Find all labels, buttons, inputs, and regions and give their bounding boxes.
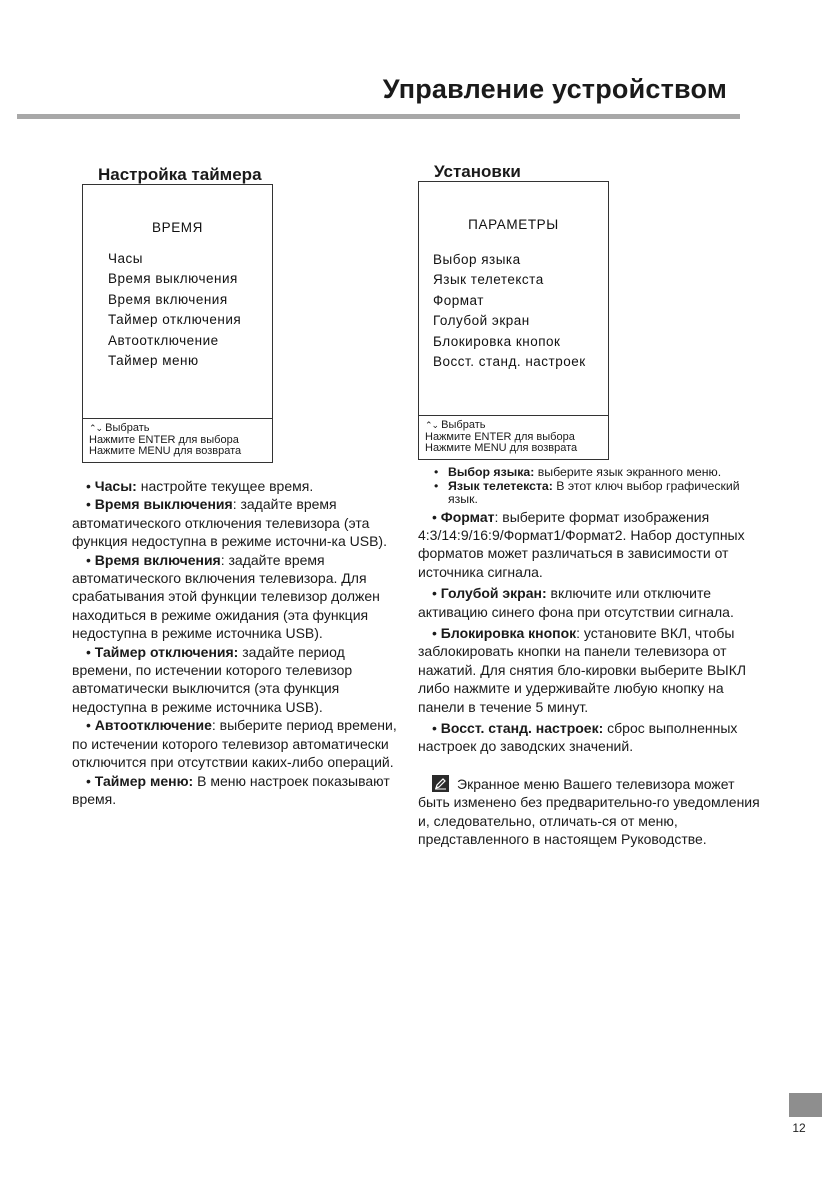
desc: настройте текущее время. <box>136 478 314 494</box>
desc: : задайте время автоматического включения телевизора. Для срабатывания этой функции телевизор должен находиться в режиме ожидания (эта функция недоступна в режиме источника USB). <box>72 551 380 642</box>
desc-item <box>72 551 398 643</box>
menu-item-format[interactable]: Формат <box>433 292 484 308</box>
menu-item-menu-timer[interactable]: Таймер меню <box>108 353 199 369</box>
term: Время выключения <box>94 496 233 513</box>
desc: : установите ВКЛ, чтобы заблокировать кнопки на панели телевизора от нажатий. Для снятия бло-кировки выберите ВЫКЛ либо нажмите и удерживайте любую кнопку на панели в течение 5 минут. <box>418 624 747 715</box>
term: Время включения <box>94 551 221 568</box>
select-hint: Выбрать <box>441 419 486 431</box>
menu-item-reset[interactable]: Восст. станд. настроек <box>433 354 586 370</box>
term: Блокировка кнопок <box>440 624 577 641</box>
section-heading-settings: Установки <box>434 162 521 181</box>
term: Таймер меню: <box>94 772 194 789</box>
desc: В этот ключ выбор графический <box>552 478 740 493</box>
desc-item <box>72 495 398 550</box>
menu-item-teletext-language[interactable]: Язык телетекста <box>433 272 544 288</box>
page-tab <box>789 1093 822 1117</box>
desc-item-small <box>418 480 763 494</box>
desc: В меню настроек показывают время. <box>72 772 390 807</box>
menu-list <box>433 250 586 372</box>
menu-item-sleep-timer[interactable]: Таймер отключения <box>108 312 242 328</box>
desc-item <box>418 508 763 582</box>
menu-item-key-lock[interactable]: Блокировка кнопок <box>433 333 561 349</box>
bullet: • <box>86 478 91 494</box>
desc-item-small <box>418 466 763 480</box>
bullet: • <box>434 478 439 493</box>
desc: : выберите формат изображения 4:3/14:9/16:9/Формат1/Формат2. Набор доступных форматов может различаться в зависимости от источника сигнала. <box>418 508 745 580</box>
menu-item-language[interactable]: Выбор языка <box>433 252 521 267</box>
term: Голубой экран: <box>440 585 547 602</box>
enter-hint: Нажмите ENTER для выбора <box>425 430 575 443</box>
desc: включите или отключите активацию синего фона при отсутствии сигнала. <box>418 585 734 620</box>
desc-item <box>418 719 763 756</box>
menu-hint: Нажмите MENU для возврата <box>425 442 578 454</box>
desc: : выберите период времени, по истечении которого телевизор автоматически отключится при отсутствии каких-либо операций. <box>72 717 397 771</box>
menu-divider <box>83 418 272 419</box>
menu-item-off-time[interactable]: Время выключения <box>108 271 238 287</box>
term: Автоотключение <box>94 717 212 734</box>
page-number: 12 <box>792 1121 806 1135</box>
menu-title: ПАРАМЕТРЫ <box>468 217 559 232</box>
enter-hint: Нажмите ENTER для выбора <box>89 433 239 446</box>
desc-item <box>72 477 398 495</box>
desc: язык. <box>448 492 478 506</box>
bullet: • <box>86 717 91 734</box>
bullet: • <box>434 465 439 479</box>
bullet: • <box>86 643 91 660</box>
desc: сброс выполненных настроек до заводских значений. <box>418 719 738 755</box>
pencil-icon <box>432 775 449 792</box>
bullet: • <box>432 585 437 602</box>
desc-item <box>418 584 763 621</box>
menu-hint: Нажмите MENU для возврата <box>89 445 242 457</box>
settings-menu-box <box>418 181 609 460</box>
bullet: • <box>432 624 437 641</box>
menu-item-clock[interactable]: Часы <box>108 251 143 266</box>
desc-item <box>72 772 398 809</box>
page-title: Управление устройством <box>382 74 727 104</box>
settings-descriptions <box>418 466 763 848</box>
desc-item <box>72 643 398 717</box>
menu-footer <box>89 423 241 458</box>
select-hint: Выбрать <box>105 422 150 434</box>
bullet: • <box>86 551 91 568</box>
bullet: • <box>432 719 437 736</box>
term: Формат <box>440 508 495 525</box>
menu-divider <box>419 415 608 416</box>
section-heading-timer: Настройка таймера <box>98 165 262 184</box>
title-rule <box>17 114 740 119</box>
menu-footer <box>425 420 577 455</box>
desc-item-small-tail <box>418 493 763 507</box>
note-text: Экранное меню Вашего телевизора может быть изменено без предварительно-го уведомления и, следовательно, отличать-ся от меню, представленного в настоящем Руководстве. <box>418 775 760 847</box>
timer-descriptions <box>72 477 398 808</box>
bullet: • <box>432 508 437 525</box>
desc-item <box>418 624 763 716</box>
menu-title: ВРЕМЯ <box>151 220 203 235</box>
term: Часы: <box>94 478 137 494</box>
bullet: • <box>86 496 91 513</box>
up-down-arrows-icon: ⌃⌄ <box>89 423 103 433</box>
menu-item-blue-screen[interactable]: Голубой экран <box>433 313 530 329</box>
term: Выбор языка: <box>448 465 535 479</box>
desc: выберите язык экранного меню. <box>534 465 722 479</box>
menu-item-auto-off[interactable]: Автоотключение <box>108 332 219 348</box>
timer-menu-box <box>82 184 273 463</box>
bullet: • <box>86 772 91 789</box>
term: Язык телетекста: <box>448 478 553 493</box>
desc-item <box>72 716 398 771</box>
menu-list <box>108 249 241 371</box>
desc: задайте период времени, по истечении которого телевизор автоматически выключится (эта функция недоступна в режиме источника USB). <box>72 643 353 715</box>
menu-item-on-time[interactable]: Время включения <box>108 291 228 307</box>
up-down-arrows-icon: ⌃⌄ <box>425 420 439 430</box>
term: Таймер отключения: <box>94 643 239 660</box>
desc: : задайте время автоматического отключения телевизора (эта функция недоступна в режиме источни-ка USB). <box>72 496 387 550</box>
term: Восст. станд. настроек: <box>440 719 604 736</box>
note-paragraph <box>418 775 763 849</box>
